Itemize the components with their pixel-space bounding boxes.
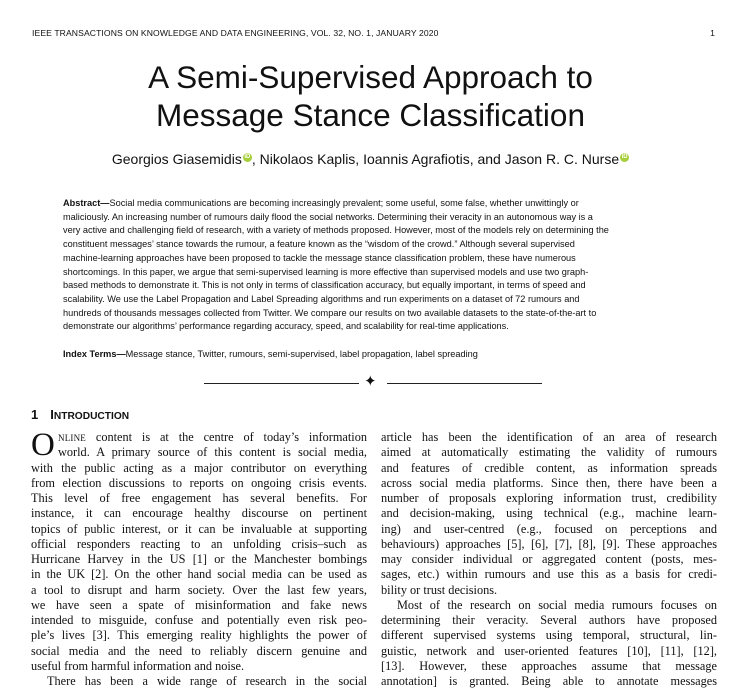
abstract-line: demonstrate our algorithms’ performance regarding accuracy, speed, and scalability for real-time applications. xyxy=(63,321,509,332)
diamond-icon: ✦ xyxy=(364,373,377,390)
text-line: different supervised systems using temporal, structural, lin- xyxy=(381,628,717,643)
abstract-line: hundreds of thousands messages collected from Twitter. We compare our results on two available datasets to the state-of-the-art to xyxy=(63,307,597,318)
abstract xyxy=(63,197,687,334)
text-line: we have seen a spate of misinformation and fake news xyxy=(31,597,367,612)
text-line: guistic, network and user-oriented features [10], [11], [12], xyxy=(381,643,717,658)
drop-cap: O xyxy=(31,427,55,463)
text-line: number of proposals exploring information trust, credibility xyxy=(381,491,717,505)
text-line: useful from harmful information and noise. xyxy=(31,658,245,673)
orcid-icon[interactable]: iD xyxy=(244,154,251,160)
text-line: may consider individual or aggregated content (posts, mes- xyxy=(381,552,717,566)
text-line: topics of public interest, or it can be invaluable at supporting xyxy=(31,521,367,536)
text-line: Most of the research on social media rumours focuses on xyxy=(397,597,717,612)
abstract-line: maliciously. An increasing number of rumours daily flood the social networks. Determining their veracity in an autonomous way is a xyxy=(63,211,593,222)
section-title-initial: I xyxy=(50,407,54,422)
abstract-line: scalability. We use the Label Propagation and Label Spreading algorithms and run experiments on a dataset of 72 rumours and xyxy=(63,293,580,304)
title-line-1: A Semi-Supervised Approach to xyxy=(148,59,593,95)
text-line: a tool to disrupt and harm society. Over the last few years, xyxy=(31,582,367,597)
section-title-rest: NTRODUCTION xyxy=(53,411,130,422)
text-line: instance, it can encourage healthy discourse on pertinent xyxy=(31,506,367,521)
section-heading xyxy=(31,407,129,422)
separator-rule-right xyxy=(387,383,542,384)
text-line: official responders reacting to an unfolding crisis–such as xyxy=(31,536,367,551)
author-1: Georgios Giasemidis xyxy=(111,151,242,167)
index-terms xyxy=(63,349,478,359)
text-line: bility or trust decisions. xyxy=(381,582,498,597)
page-number: 1 xyxy=(710,28,715,38)
abstract-label: Abstract xyxy=(63,198,101,208)
text-line: O NLINE content is at the centre of today’s information xyxy=(31,427,367,463)
text-line: intended to misguide, confuse and potentially even risk peo- xyxy=(31,613,367,627)
journal-header: IEEE TRANSACTIONS ON KNOWLEDGE AND DATA ENGINEERING, VOL. 32, NO. 1, JANUARY 2020 xyxy=(32,28,439,38)
abstract-line: constituent messages’ stance towards the rumour, a feature known as the “wisdom of the crowd.” Although several supervised xyxy=(63,239,575,250)
abstract-dash: — xyxy=(100,198,110,208)
text-line-cut: There has been a wide range of research in the social xyxy=(47,674,367,688)
text-line: Hurricane Harvey in the US [1] or the Manchester bombings xyxy=(31,552,367,566)
section-number: 1 xyxy=(31,407,39,422)
text-line: This level of free engagement has several benefits. For xyxy=(31,491,367,505)
abstract-line: based methods to demonstrate it. This is not only in terms of classification accuracy, but equally important, in terms of speed and xyxy=(63,280,586,291)
text-line: determining their veracity. Several authors have proposed xyxy=(381,613,717,627)
text-line: aimed at automatically estimating the validity of rumours xyxy=(381,445,717,460)
abstract-line: very active and challenging field of research, with a variety of methods proposed. However, most of the models rely on determining the xyxy=(63,225,609,236)
author-list xyxy=(0,151,741,167)
index-terms-label: Index Terms— xyxy=(63,349,126,359)
text-line: sages, etc.) within rumours and use this as a basis for credi- xyxy=(381,567,717,582)
abstract-line: machine-learning approaches have been proposed to tackle the message stance classification problem, these have numerous xyxy=(63,252,576,263)
text-line: across social media platforms. Since then, there have been a xyxy=(381,475,717,490)
left-column xyxy=(31,427,367,689)
text-line: article has been the identification of an area of research xyxy=(381,430,717,444)
text-line: from election discussions to reports on ongoing crisis events. xyxy=(31,475,367,490)
text-line: [13]. However, these approaches assume that message xyxy=(381,658,717,673)
text-line: world. A primary source of this content is social media, xyxy=(58,445,367,460)
author-2-4: , Nikolaos Kaplis, Ioannis Agrafiotis, and Jason R. C. Nurse xyxy=(251,151,620,167)
text-line: and decision-making, using technical (e.g., machine learn- xyxy=(381,506,717,521)
text-line: and features of credible content, as information spreads xyxy=(381,460,717,475)
abstract-line: shortcomings. In this paper, we argue that semi-supervised learning is more effective than supervised models and use two graph- xyxy=(63,266,589,277)
title-line-2: Message Stance Classification xyxy=(156,97,585,133)
running-head xyxy=(32,28,715,38)
right-column xyxy=(381,430,717,689)
section-separator xyxy=(204,373,542,390)
text-line: with the public acting as a major contributor on everything xyxy=(31,460,367,475)
text-line: behaviours) approaches [5], [6], [7], [8], [9]. These approaches xyxy=(381,536,717,551)
abstract-line: Abstract—Social media communications are becoming increasingly prevalent; some useful, some false, whether unwittingly or xyxy=(63,198,579,208)
text-line-cut: annotation] is granted. Being able to annotate messages xyxy=(381,674,717,688)
text-line: social media and the need to reliably discern genuine and xyxy=(31,643,367,658)
paper-title xyxy=(0,58,741,134)
text-line: ple’s lives [3]. This emerging reality highlights the power of xyxy=(31,628,367,643)
index-terms-text: Message stance, Twitter, rumours, semi-supervised, label propagation, label spreading xyxy=(125,349,478,359)
text-line: in the UK [2]. On the other hand social media can be used as xyxy=(31,567,367,582)
separator-rule-left xyxy=(204,383,359,384)
orcid-icon[interactable]: iD xyxy=(621,154,628,160)
text-line: ing) and user-centred (e.g., focused on perceptions and xyxy=(381,521,717,536)
